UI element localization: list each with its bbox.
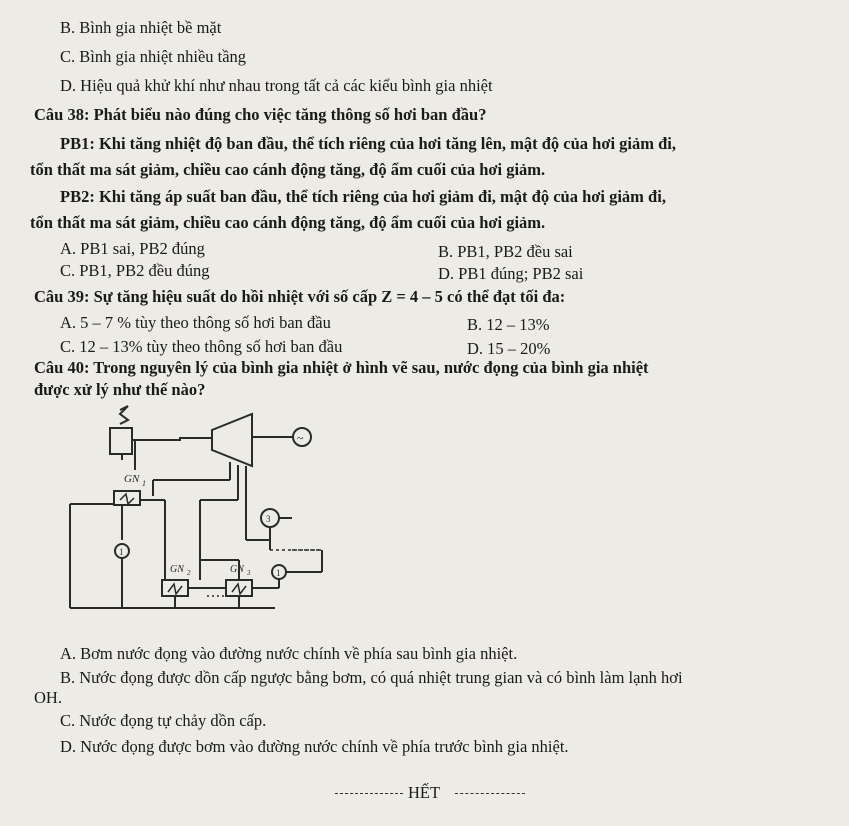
- q38-pb2-line2: tổn thất ma sát giảm, chiều cao cánh động tăng, độ ẩm cuối của hơi giảm.: [30, 213, 546, 232]
- q39-option-c: C. 12 – 13% tùy theo thông số hơi ban đầu: [60, 337, 343, 356]
- q40-stem-line2: được xử lý như thế nào?: [34, 380, 206, 399]
- q38-option-c: C. PB1, PB2 đều đúng: [60, 261, 210, 280]
- q40-option-d: D. Nước đọng được bơm vào đường nước chính về phía trước bình gia nhiệt.: [60, 737, 569, 756]
- gn1-label: GN: [124, 473, 140, 485]
- q39-option-a: A. 5 – 7 % tùy theo thông số hơi ban đầu: [60, 313, 331, 332]
- heater-scheme-diagram: [60, 400, 330, 625]
- q40-stem-line1: Câu 40: Trong nguyên lý của bình gia nhiệt ở hình vẽ sau, nước đọng của bình gia nhiệt: [34, 358, 649, 377]
- gn2-label: GN: [170, 564, 184, 575]
- q39-option-d: D. 15 – 20%: [467, 339, 551, 358]
- q38-option-a: A. PB1 sai, PB2 đúng: [60, 239, 205, 258]
- q40-option-c: C. Nước đọng tự chảy dồn cấp.: [60, 711, 267, 730]
- q39-stem: Câu 39: Sự tăng hiệu suất do hồi nhiệt với số cấp Z = 4 – 5 có thể đạt tối đa:: [34, 287, 566, 306]
- q40-option-b-line2: OH.: [34, 688, 62, 707]
- gn3-sub-label: 3: [247, 569, 251, 577]
- q38-option-b: B. PB1, PB2 đều sai: [438, 242, 573, 261]
- q38-pb2-line1: PB2: Khi tăng áp suất ban đầu, thể tích riêng của hơi giảm đi, mật độ của hơi giảm đi,: [60, 187, 666, 206]
- pump1-label: 1: [119, 547, 124, 557]
- pump2-label: 1: [276, 568, 281, 578]
- superheater-icon: [120, 406, 128, 424]
- q38-option-d: D. PB1 đúng; PB2 sai: [438, 264, 584, 283]
- gn2-sub-label: 2: [187, 569, 191, 577]
- boiler-block: [110, 428, 132, 454]
- condenser-label: 3: [266, 514, 271, 524]
- q40-option-b-line1: B. Nước đọng được dồn cấp ngược bằng bơm, có quá nhiệt trung gian và có bình làm lạnh hơi: [60, 668, 683, 687]
- turbine-icon: [212, 414, 252, 466]
- end-marker: HẾT: [408, 783, 441, 802]
- q37-option-c: C. Bình gia nhiệt nhiều tầng: [60, 47, 247, 66]
- q39-option-b: B. 12 – 13%: [467, 315, 550, 334]
- q38-stem: Câu 38: Phát biểu nào đúng cho việc tăng thông số hơi ban đầu?: [34, 105, 487, 124]
- end-rule-right: [455, 793, 525, 794]
- q38-pb1-line1: PB1: Khi tăng nhiệt độ ban đầu, thể tích riêng của hơi tăng lên, mật độ của hơi giảm đi,: [60, 134, 677, 153]
- q37-option-d: D. Hiệu quả khử khí như nhau trong tất cả các kiểu bình gia nhiệt: [60, 76, 493, 95]
- gn3-label: GN: [230, 564, 244, 575]
- gn1-sub-label: 1: [142, 479, 146, 488]
- generator-label: ~: [297, 431, 304, 445]
- q40-option-a: A. Bơm nước đọng vào đường nước chính về phía sau bình gia nhiệt.: [60, 644, 518, 663]
- end-rule-left: [335, 793, 403, 794]
- q37-option-b: B. Bình gia nhiệt bề mặt: [60, 18, 222, 37]
- q38-pb1-line2: tổn thất ma sát giảm, chiều cao cánh động tăng, độ ẩm cuối của hơi giảm.: [30, 160, 546, 179]
